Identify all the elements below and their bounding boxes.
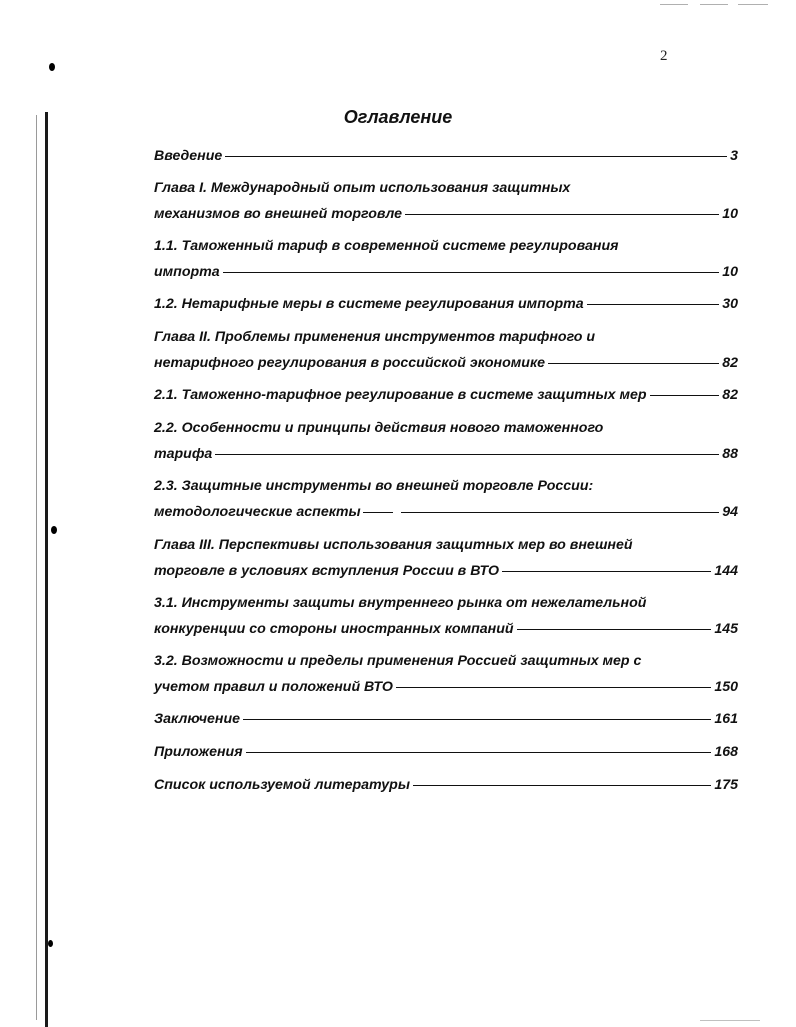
dot-leader [243,719,711,720]
toc-entry-text: конкуренции со стороны иностранных компаний [154,621,514,637]
toc-entry-appendices[interactable] [154,739,738,765]
toc-page-number: 94 [722,504,738,520]
toc-page-number: 3 [730,148,738,164]
toc-page-number: 144 [714,563,738,579]
dot-leader [650,395,720,396]
toc-entry-text: Список используемой литературы [154,777,410,793]
toc-entry-text: 2.1. Таможенно-тарифное регулирование в системе защитных мер [154,387,647,403]
dot-leader [225,156,727,157]
toc-entry-section-2-2[interactable] [154,415,738,467]
toc-entry-text: 1.1. Таможенный тариф в современной системе регулирования [154,238,619,254]
dot-leader [401,512,720,513]
toc-entry-text: торговле в условиях вступления России в ВТО [154,563,500,579]
toc-entry-bibliography[interactable] [154,772,738,798]
toc-entry-text: учетом правил и положений ВТО [154,679,393,695]
page-title: Оглавление [343,107,453,127]
toc-entry-text: Глава III. Перспективы использования защитных мер во внешней [154,537,633,553]
toc-page-number: 10 [722,264,738,280]
dot-leader-fragment [363,512,393,513]
toc-entry-text: 2.3. Защитные инструменты во внешней торговле России: [154,478,594,494]
toc-page-number: 88 [722,446,738,462]
toc-entry-text: тарифа [154,446,213,462]
dot-leader [396,687,711,688]
toc-page-number: 175 [714,777,738,793]
toc-entry-section-1-2[interactable] [154,291,738,317]
toc-entry-text: 3.1. Инструменты защиты внутреннего рынка от нежелательной [154,595,647,611]
scan-bottom-mark [700,1020,760,1021]
toc-entry-introduction[interactable] [154,143,738,169]
dot-leader [517,629,712,630]
toc-entry-text: Глава I. Международный опыт использования защитных [154,180,571,196]
dot-leader [223,272,720,273]
toc-page-number: 82 [722,387,738,403]
toc-entry-section-3-2[interactable] [154,648,738,700]
scan-top-mark [660,4,688,5]
toc-page-number: 168 [714,744,738,760]
scan-hole-mark [49,63,55,71]
toc-page-number: 10 [722,206,738,222]
toc-page-number: 82 [722,355,738,371]
dot-leader [502,571,711,572]
dot-leader [413,785,711,786]
dot-leader [215,454,719,455]
scan-edge-line-faint [36,115,37,1020]
toc-entry-chapter-1[interactable] [154,175,738,227]
toc-entry-text: Глава II. Проблемы применения инструментов тарифного и [154,329,596,345]
toc-page-number: 150 [714,679,738,695]
dot-leader [405,214,719,215]
toc-entry-text: Заключение [154,711,241,727]
toc-entry-section-1-1[interactable] [154,233,738,285]
toc-entry-text: механизмов во внешней торговле [154,206,403,222]
toc-entry-text: нетарифного регулирования в российской экономике [154,355,546,371]
toc-entry-text: Введение [154,148,223,164]
toc-page-number: 161 [714,711,738,727]
toc-entry-text: 3.2. Возможности и пределы применения Россией защитных мер с [154,653,642,669]
toc-entry-text: 2.2. Особенности и принципы действия нового таможенного [154,420,604,436]
toc-entry-text: импорта [154,264,220,280]
dot-leader [246,752,712,753]
toc-entry-text: Приложения [154,744,243,760]
scan-top-mark [738,4,768,5]
toc-entry-section-2-1[interactable] [154,382,738,408]
toc-entry-conclusion[interactable] [154,706,738,732]
toc-page-number: 30 [722,296,738,312]
scan-hole-mark [48,940,53,947]
toc-entry-text: 1.2. Нетарифные меры в системе регулирования импорта [154,296,584,312]
page-number: 2 [660,48,668,64]
toc-entry-chapter-2[interactable] [154,324,738,376]
toc-entry-text: методологические аспекты [154,504,361,520]
dot-leader [587,304,720,305]
toc-entry-section-2-3[interactable] [154,473,738,525]
toc-entry-chapter-3[interactable] [154,532,738,584]
toc-entry-section-3-1[interactable] [154,590,738,642]
dot-leader [548,363,719,364]
scan-hole-mark [51,526,57,534]
scan-top-mark [700,4,728,5]
toc-page-number: 145 [714,621,738,637]
scan-edge-line [45,112,48,1027]
